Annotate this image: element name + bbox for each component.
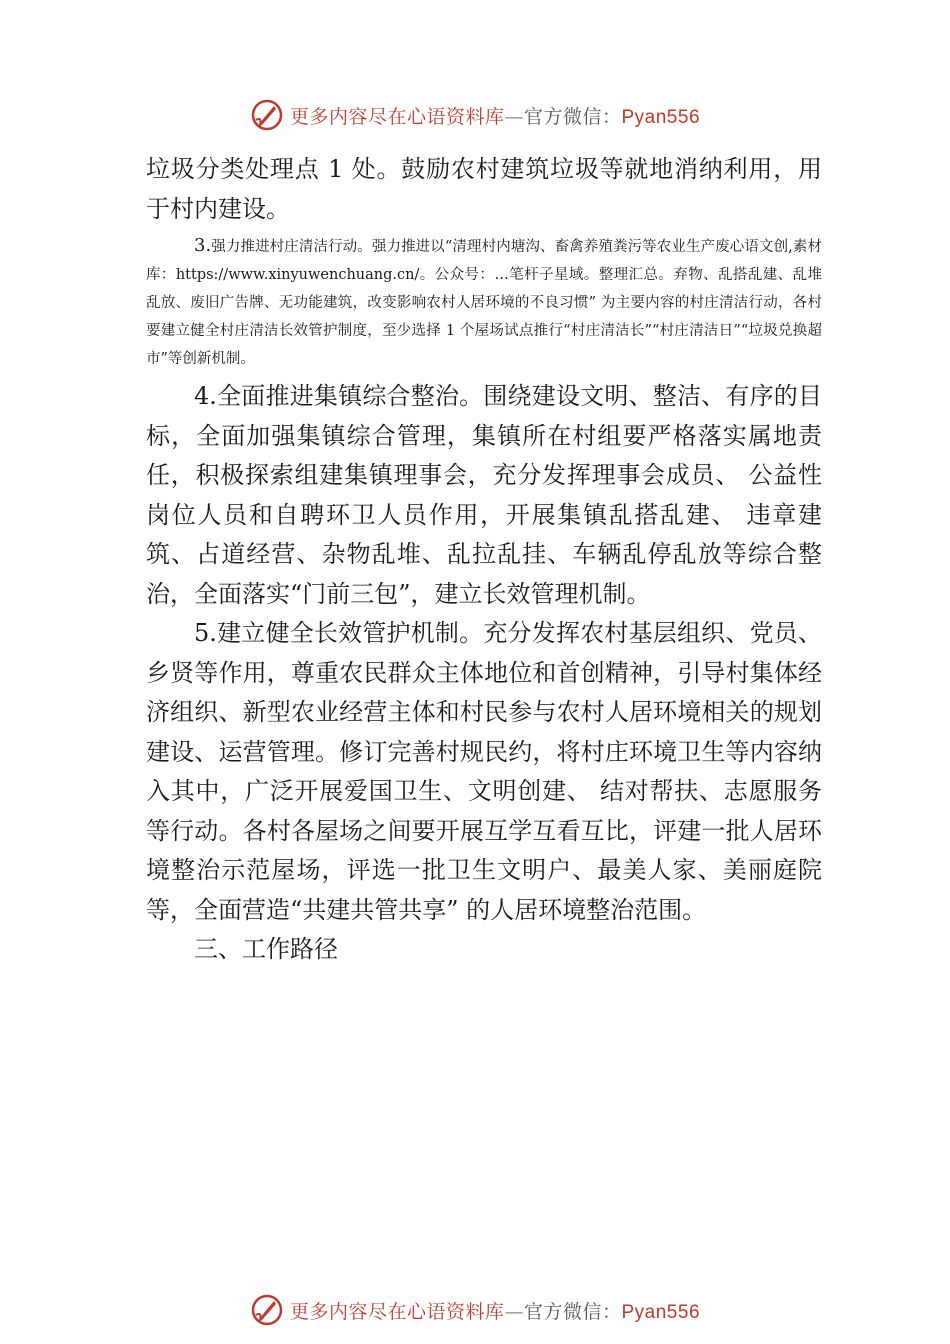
paragraph-garbage-sorting: 垃圾分类处理点 1 处。鼓励农村建筑垃圾等就地消纳利用，用于村内建设。 <box>146 155 822 223</box>
paragraph-long-term-mechanism: 5.建立健全长效管护机制。充分发挥农村基层组织、党员、乡贤等作用，尊重农民群众主体地位和首创精神，引导村集体经济组织、新型农业经营主体和村民参与农村人居环境相关的规划建设、运营管理。修订完善村规民约，将村庄环境卫生等内容纳入其中，广泛开展爱国卫生、文明创建、 结对帮扶、志愿服务等行动。各村各屋场之间要开展互学互看互比，评建一批人居环境整治示范屋场，评选一批卫生文明户、最美人家、美丽庭院等，全面营造“共建共管共享” 的人居环境整治范围。 <box>146 619 822 924</box>
banner-wechat-label: 官方微信： <box>523 1300 622 1323</box>
paragraph-village-cleaning <box>146 232 822 373</box>
paragraph-town-renovation: 4.全面推进集镇综合整治。围绕建设文明、整洁、有序的目标，全面加强集镇综合管理，集镇所在村组要严格落实属地责任，积极探索组建集镇理事会，充分发挥理事会成员、 公益性岗位人员和自聘环卫人员作用，开展集镇乱搭乱建、 违章建筑、占道经营、杂物乱堆、乱拉乱挂、车辆乱停乱放等综合整治，全面落实“门前三包”，建立长效管理机制。 <box>146 382 822 608</box>
section-heading: 三、工作路径 <box>194 935 338 963</box>
banner-brand: 更多内容尽在心语资料库 <box>289 105 505 128</box>
banner-wechat-label: 官方微信： <box>523 105 622 128</box>
banner-wechat-id: Pyan556 <box>621 1301 701 1323</box>
banner-wechat-id: Pyan556 <box>621 106 701 128</box>
item-number: 3. <box>194 235 212 256</box>
banner-dash: — <box>504 105 524 128</box>
header-banner <box>0 95 950 135</box>
quill-pen-logo-icon <box>250 1293 284 1327</box>
footer-banner <box>0 1290 950 1330</box>
banner-brand-line <box>290 1297 700 1324</box>
paragraph-village-cleaning-text: 强力推进村庄清洁行动。强力推进以“清理村内塘沟、畜禽养殖粪污等农业生产废心语文创,素材库：https://www.xinyuwenchuang.cn/。公众号：…笔杆子星域。整理汇总。弃物、乱搭乱建、乱堆乱放、废旧广告牌、无功能建筑，改变影响农村人居环境的不良习惯” 为主要内容的村庄清洁行动，各村要建立健全村庄清洁长效管护制度，至少选择 1 个屋场试点推行“村庄清洁长”“村庄清洁日”“垃圾兑换超市”等创新机制。 <box>146 239 822 367</box>
quill-pen-logo-icon <box>250 98 284 132</box>
document-body <box>146 150 822 970</box>
banner-brand: 更多内容尽在心语资料库 <box>289 1300 505 1323</box>
banner-brand-line <box>290 102 700 129</box>
banner-dash: — <box>504 1300 524 1323</box>
